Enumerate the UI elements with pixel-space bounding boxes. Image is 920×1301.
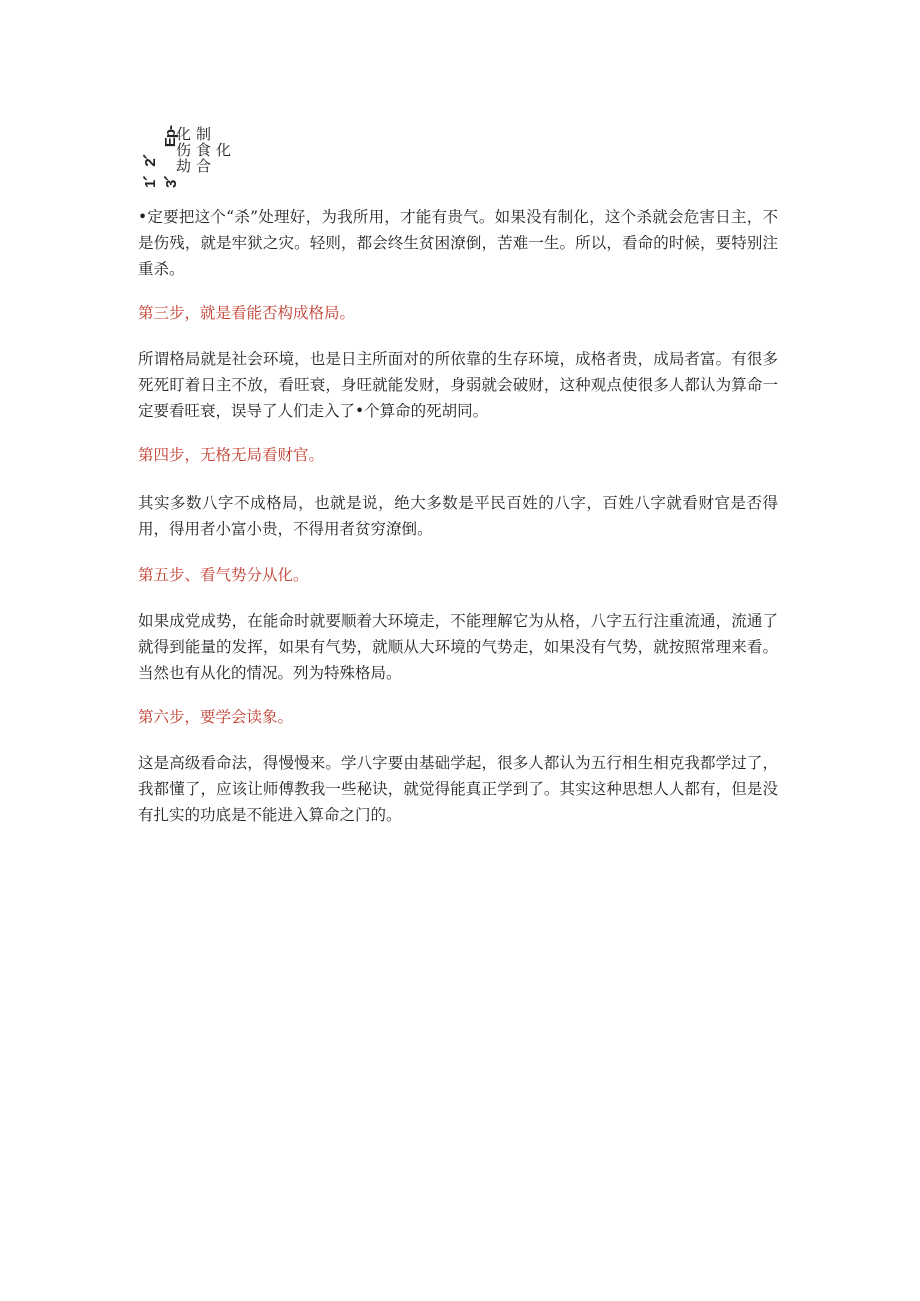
paragraph-5: 这是高级看命法，得慢慢来。学八字要由基础学起，很多人都认为五行相生相克我都学过了，我都懂了，应该让师傅教我一些秘诀，就觉得能真正学到了。其实这种思想人人都有，但是没有扎实的功底是不能进入算命之门的。 — [138, 754, 778, 824]
rotated-fragment — [140, 126, 230, 188]
heading-step-4: 第四步，无格无局看财官。 — [138, 446, 325, 464]
paragraph-3: 其实多数八字不成格局，也就是说，绝大多数是平民百姓的八字，百姓八字就看财官是否得用，得用者小富小贵，不得用者贫穷潦倒。 — [138, 494, 778, 538]
paragraph-1: •定要把这个“杀”处理好，为我所用，才能有贵气。如果没有制化，这个杀就会危害日主，不是伤残，就是牢狱之灾。轻则，都会终生贫困潦倒，苦难一生。所以，看命的时候，要特别注重杀。 — [138, 208, 778, 278]
fragment-latin: Ep- — [162, 126, 179, 148]
heading-step-3: 第三步，就是看能否构成格局。 — [138, 304, 356, 322]
paragraph-2: 所谓格局就是社会环境，也是日主所面对的所依靠的生存环境，成格者贵，成局者富。有很多死死盯着日主不放，看旺衰，身旺就能发财，身弱就会破财，这种观点使很多人都认为算命一定要看旺衰，误导了人们走入了•个算命的死胡同。 — [138, 350, 778, 420]
paragraph-4: 如果成党成势，在能命时就要顺着大环境走，不能理解它为从格，八字五行注重流通，流通了就得到能量的发挥，如果有气势，就顺从大环境的气势走，如果没有气势，就按照常理来看。当然也有从化的情况。列为特殊格局。 — [138, 612, 778, 682]
fragment-col-2: 制食合 — [194, 126, 212, 174]
heading-step-5: 第五步、看气势分从化。 — [138, 566, 309, 584]
fragment-col-3: 化 — [214, 142, 232, 158]
fragment-numbers: 1、2、3、 — [142, 145, 180, 188]
heading-step-6: 第六步，要学会读象。 — [138, 708, 294, 726]
fragment-col-1: 化伤劫 — [174, 126, 192, 174]
